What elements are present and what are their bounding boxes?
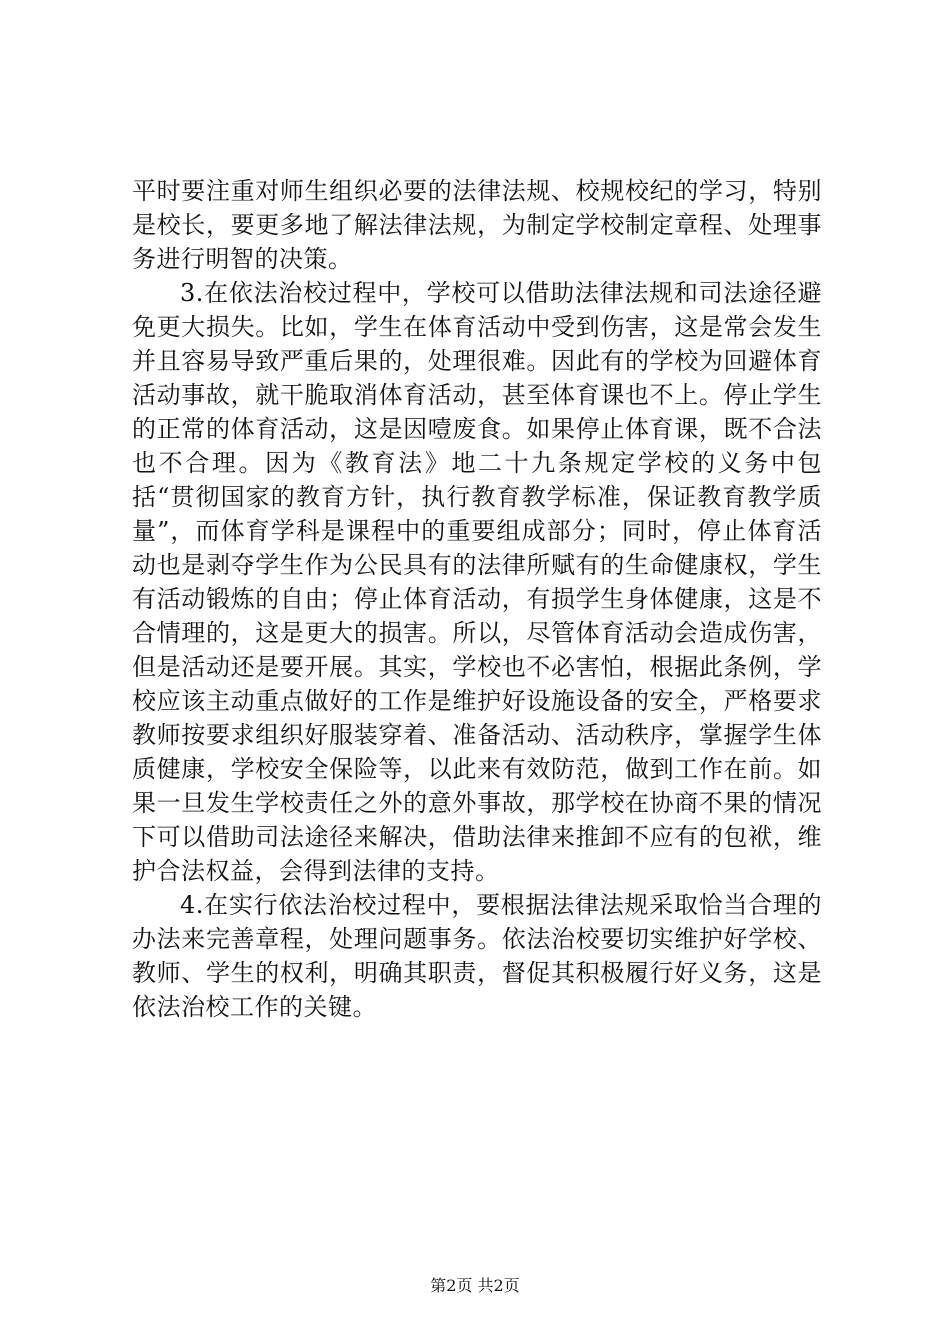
paragraph-point-3: 3.在依法治校过程中，学校可以借助法律法规和司法途径避免更大损失。比如，学生在体育活动中受到伤害，这是常会发生并且容易导致严重后果的，处理很难。因此有的学校为回避体育活动事故，就干脆取消体育活动，甚至体育课也不上。停止学生的正常的体育活动，这是因噎废食。如果停止体育课，既不合法也不合理。因为《教育法》地二十九条规定学校的义务中包括“贯彻国家的教育方针，执行教育教学标准，保证教育教学质量”，而体育学科是课程中的重要组成部分；同时，停止体育活动也是剥夺学生作为公民具有的法律所赋有的生命健康权，学生有活动锻炼的自由；停止体育活动，有损学生身体健康，这是不合情理的，这是更大的损害。所以，尽管体育活动会造成伤害，但是活动还是要开展。其实，学校也不必害怕，根据此条例，学校应该主动重点做好的工作是维护好设施设备的安全，严格要求教师按要求组织好服装穿着、准备活动、活动秩序，掌握学生体质健康，学校安全保险等，以此来有效防范，做到工作在前。如果一旦发生学校责任之外的意外事故，那学校在协商不果的情况下可以借助司法途径来解决，借助法律来推卸不应有的包袱，维护合法权益，会得到法律的支持。 xyxy=(132,279,822,885)
document-body xyxy=(132,174,822,1024)
paragraph-point-4: 4.在实行依法治校过程中，要根据法律法规采取恰当合理的办法来完善章程，处理问题事务。依法治校要切实维护好学校、教师、学生的权利，明确其职责，督促其积极履行好义务，这是依法治校工作的关键。 xyxy=(132,891,822,1021)
page-footer: 第2页 共2页 xyxy=(430,1276,520,1295)
paragraph-continued: 平时要注重对师生组织必要的法律法规、校规校纪的学习，特别是校长，要更多地了解法律法规，为制定学校制定章程、处理事务进行明智的决策。 xyxy=(132,177,822,273)
